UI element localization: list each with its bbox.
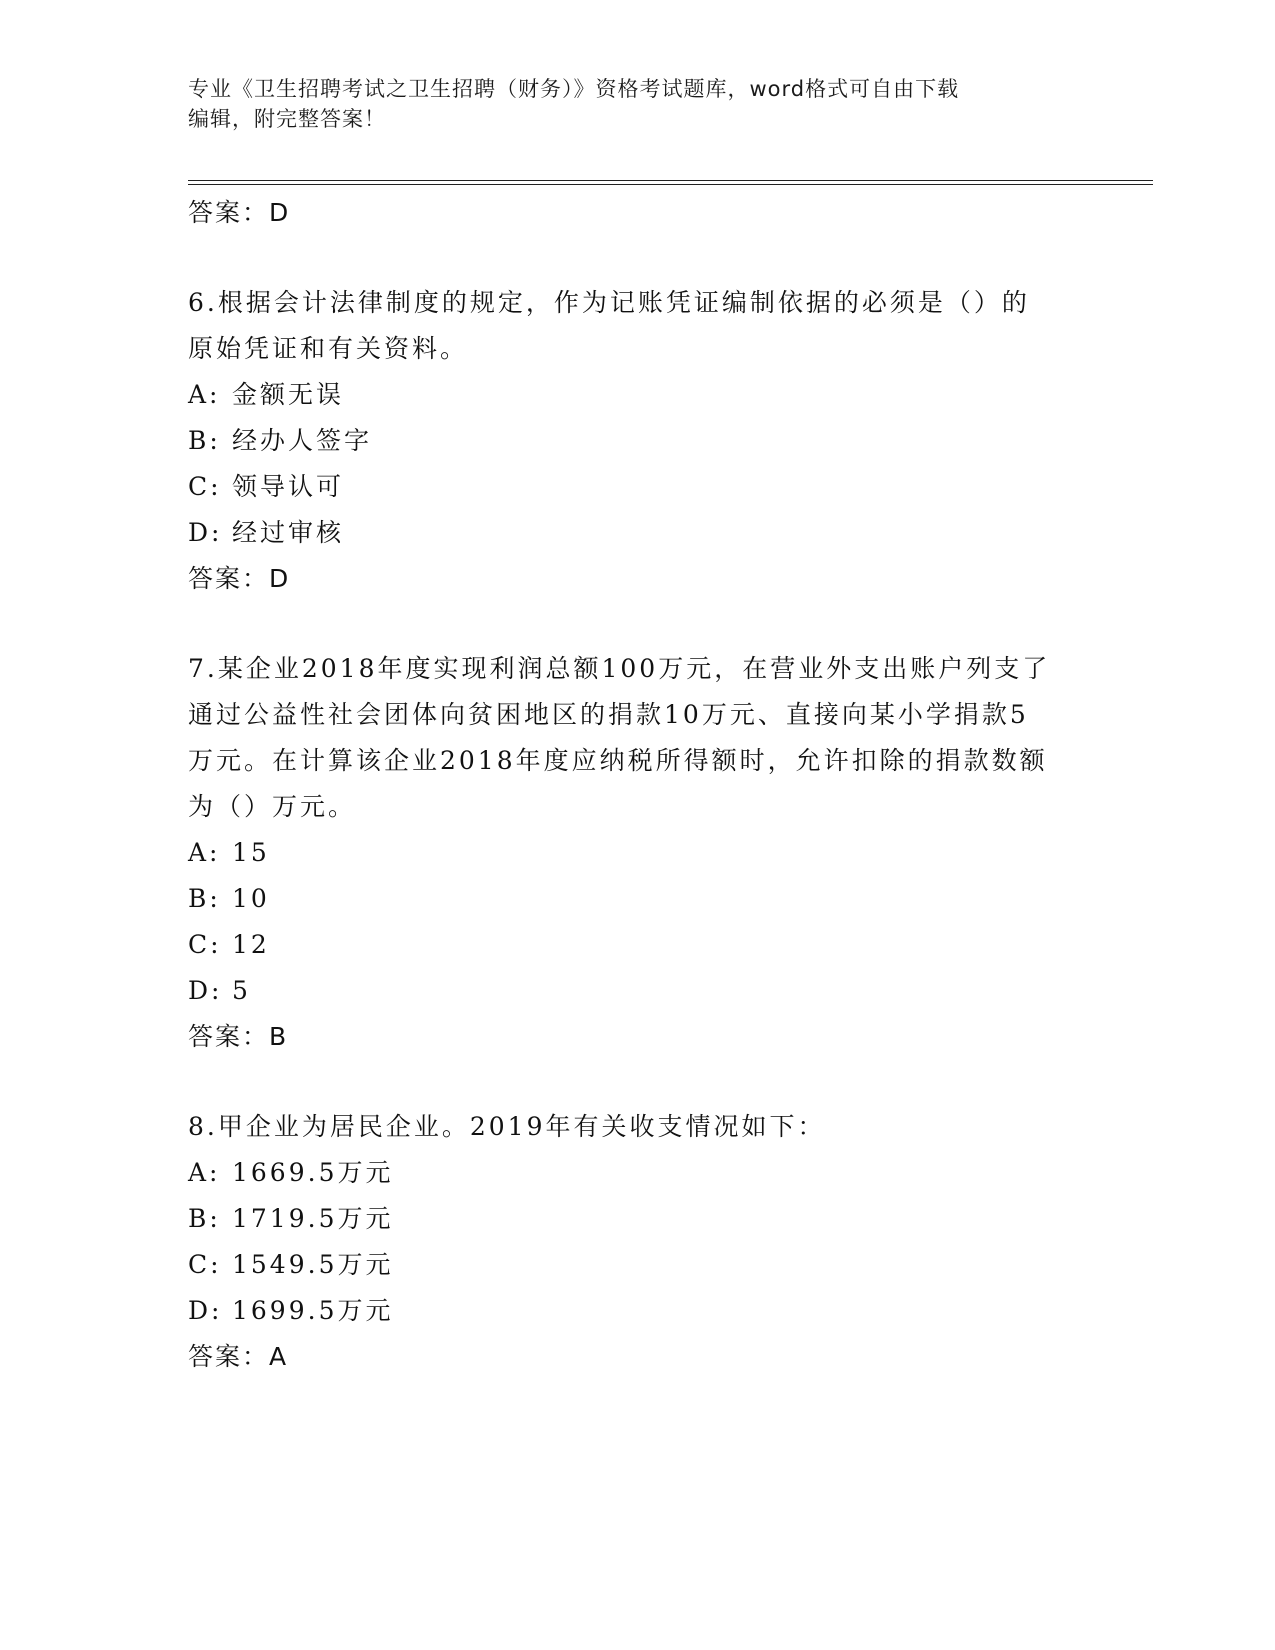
question-8-option-b: B: 1719.5万元 <box>188 1204 394 1233</box>
question-6 <box>188 280 1088 602</box>
question-7-stem-line-4: 为（）万元。 <box>188 792 357 821</box>
question-7-stem-line-1: 7.某企业2018年度实现利润总额100万元，在营业外支出账户列支了 <box>188 654 1051 683</box>
question-6-answer: 答案：D <box>188 564 291 593</box>
question-7 <box>188 646 1088 1060</box>
question-8-option-d: D: 1699.5万元 <box>188 1296 394 1325</box>
question-7-option-a: A: 15 <box>188 838 270 867</box>
previous-answer: 答案：D <box>188 198 291 227</box>
question-8-option-c: C: 1549.5万元 <box>188 1250 394 1279</box>
question-6-option-d: D: 经过审核 <box>188 518 345 547</box>
question-list <box>188 190 1088 1380</box>
spacer <box>188 1060 1088 1104</box>
header-title-line-2: 编辑，附完整答案！ <box>188 107 386 131</box>
question-7-option-c: C: 12 <box>188 930 270 959</box>
question-8-stem-line-1: 8.甲企业为居民企业。2019年有关收支情况如下： <box>188 1112 826 1141</box>
document-header <box>188 74 1078 134</box>
question-6-stem-line-2: 原始凭证和有关资料。 <box>188 334 469 363</box>
question-7-answer: 答案：B <box>188 1022 289 1051</box>
question-7-stem-line-3: 万元。在计算该企业2018年度应纳税所得额时，允许扣除的捐款数额 <box>188 746 1048 775</box>
question-6-option-c: C: 领导认可 <box>188 472 345 501</box>
spacer <box>188 236 1088 280</box>
header-title-line-1: 专业《卫生招聘考试之卫生招聘（财务）》资格考试题库，word格式可自由下载 <box>188 77 960 101</box>
question-8-option-a: A: 1669.5万元 <box>188 1158 394 1187</box>
question-7-option-b: B: 10 <box>188 884 270 913</box>
question-6-option-b: B: 经办人签字 <box>188 426 373 455</box>
question-7-option-d: D: 5 <box>188 976 251 1005</box>
spacer <box>188 602 1088 646</box>
question-8-answer: 答案：A <box>188 1342 289 1371</box>
question-8 <box>188 1104 1088 1380</box>
header-divider <box>188 180 1153 185</box>
question-7-stem-line-2: 通过公益性社会团体向贫困地区的捐款10万元、直接向某小学捐款5 <box>188 700 1029 729</box>
question-6-stem-line-1: 6.根据会计法律制度的规定，作为记账凭证编制依据的必须是（）的 <box>188 288 1030 317</box>
question-6-option-a: A: 金额无误 <box>188 380 345 409</box>
